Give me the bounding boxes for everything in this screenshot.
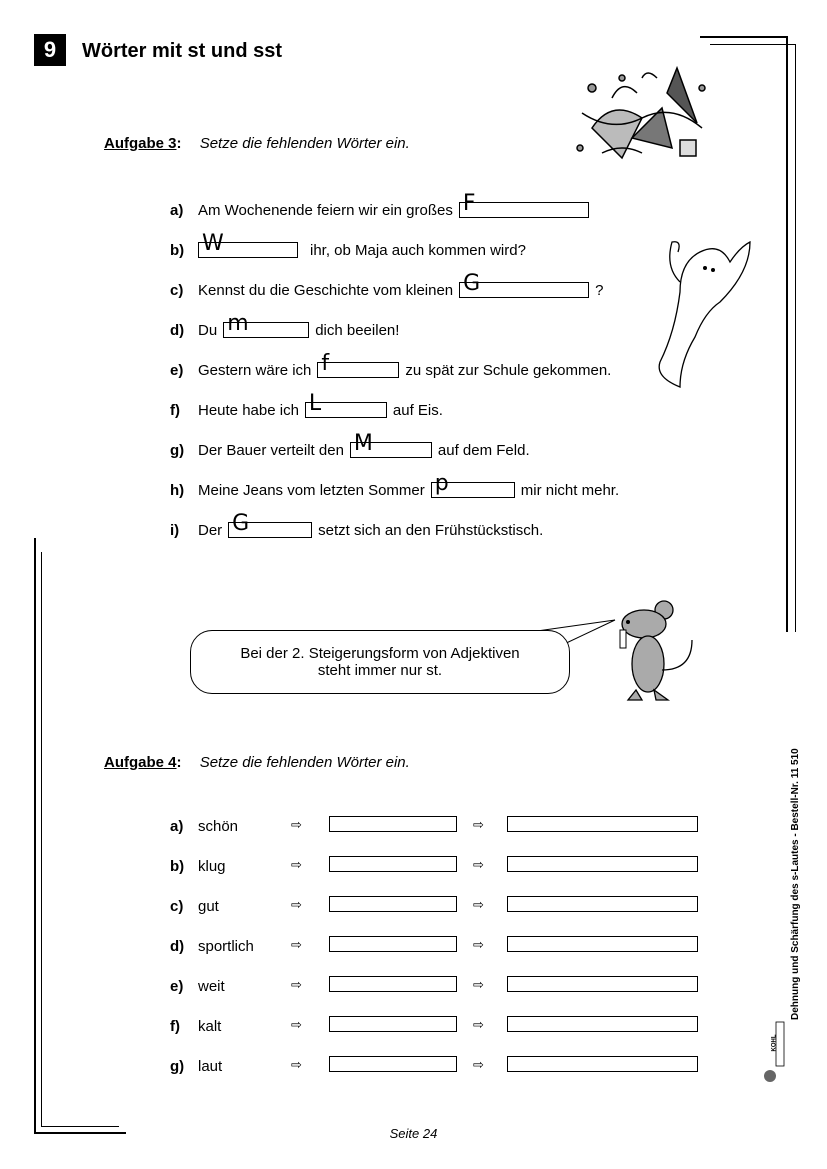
adjective-row-a [170,815,292,837]
arrow-right-icon: ⇨ [473,817,484,832]
sentence-after: zu spät zur Schule gekommen. [405,361,612,379]
comparative-box[interactable] [329,816,457,832]
frame-line-right-inner [795,44,796,632]
arrow-right-icon: ⇨ [291,897,302,912]
item-letter: h) [170,481,185,499]
sentence-before: Der Bauer verteilt den [198,441,344,459]
answer-blank[interactable] [317,351,399,378]
item-letter: e) [170,977,184,995]
mouse-illustration [606,600,702,706]
sentence-row-h [170,471,620,501]
adjective-word: sportlich [198,937,254,955]
arrow-right-icon: ⇨ [473,1057,484,1072]
answer-blank[interactable] [459,271,589,298]
publisher-logo [762,1020,786,1086]
comparative-box[interactable] [329,856,457,872]
party-illustration [572,58,720,168]
adjective-word: schön [198,817,239,835]
task4-heading: Aufgabe 4: Setze die fehlenden Wörter ein. [104,754,410,771]
adjective-row-d [170,935,292,957]
page-title: Wörter mit st und sst [82,40,283,62]
comparative-box[interactable] [329,976,457,992]
adjective-word: weit [198,977,225,995]
superlative-box[interactable] [507,1056,698,1072]
arrow-right-icon: ⇨ [291,1057,302,1072]
item-letter: a) [170,817,184,835]
adjective-word: klug [198,857,226,875]
item-letter: d) [170,321,185,339]
section-number: 9 [34,34,66,66]
hint-letter: G [232,511,250,536]
task3-heading: Aufgabe 3: Setze die fehlenden Wörter ein. [104,135,410,152]
item-letter: c) [170,897,184,915]
bubble-line-1: Bei der 2. Steigerungsform von Adjektiven [240,645,520,662]
item-letter: i) [170,521,180,539]
sentence-before: Kennst du die Geschichte vom kleinen [198,281,454,299]
frame-line-top-inner [710,44,796,45]
sentence-after: auf dem Feld. [437,441,530,459]
sentence-before: Heute habe ich [198,401,299,419]
sentence-row-c [170,271,604,301]
arrow-right-icon: ⇨ [291,817,302,832]
adjective-row-c [170,895,292,917]
answer-blank[interactable] [198,231,298,258]
item-letter: g) [170,441,185,459]
arrow-right-icon: ⇨ [473,897,484,912]
adjective-row-e [170,975,292,997]
sentence-row-f [170,391,443,421]
task3-instruction: Setze die fehlenden Wörter ein. [199,135,410,152]
sentence-before: Der [198,521,223,539]
answer-blank[interactable] [350,431,432,458]
frame-line-right [786,36,788,632]
sentence-after: ? [595,281,604,299]
item-letter: b) [170,241,185,259]
task4-instruction: Setze die fehlenden Wörter ein. [199,754,410,771]
frame-line-left [34,538,36,1134]
sentence-row-e [170,351,612,381]
adjective-row-b [170,855,292,877]
arrow-right-icon: ⇨ [473,937,484,952]
superlative-box[interactable] [507,896,698,912]
comparative-box[interactable] [329,936,457,952]
item-letter: f) [170,1017,180,1035]
sentence-before: Du [198,321,218,339]
arrow-right-icon: ⇨ [291,977,302,992]
hint-letter: f [321,351,330,376]
sentence-row-g [170,431,530,461]
answer-blank[interactable] [305,391,387,418]
hint-letter: F [462,191,476,216]
item-letter: a) [170,201,184,219]
item-letter: d) [170,937,185,955]
arrow-right-icon: ⇨ [473,857,484,872]
sentence-before: Am Wochenende feiern wir ein großes [198,201,453,219]
adjective-word: gut [198,897,219,915]
sentence-after: ihr, ob Maja auch kommen wird? [310,241,526,259]
comparative-box[interactable] [329,1016,457,1032]
hint-letter: p [434,471,449,496]
item-letter: c) [170,281,184,299]
arrow-right-icon: ⇨ [473,1017,484,1032]
answer-blank[interactable] [223,311,309,338]
adjective-row-f [170,1015,292,1037]
hint-letter: m [227,311,249,336]
adjective-word: kalt [198,1017,222,1035]
superlative-box[interactable] [507,856,698,872]
hint-letter: M [353,431,373,456]
sentence-before: Meine Jeans vom letzten Sommer [198,481,425,499]
arrow-right-icon: ⇨ [291,937,302,952]
sentence-row-i [170,511,544,541]
item-letter: e) [170,361,184,379]
superlative-box[interactable] [507,976,698,992]
item-letter: b) [170,857,185,875]
task3-label: Aufgabe 3 [104,135,177,152]
sentence-row-b [170,231,526,261]
superlative-box[interactable] [507,1016,698,1032]
arrow-right-icon: ⇨ [291,1017,302,1032]
item-letter: g) [170,1057,185,1075]
sentence-row-d [170,311,400,341]
comparative-box[interactable] [329,896,457,912]
tip-speech-bubble [190,630,570,694]
sentence-after: auf Eis. [392,401,443,419]
arrow-right-icon: ⇨ [473,977,484,992]
hint-letter: G [463,271,481,296]
task4-label: Aufgabe 4 [104,754,177,771]
superlative-box[interactable] [507,936,698,952]
answer-blank[interactable] [228,511,312,538]
frame-line-left-inner [41,552,42,1126]
side-order-text: Dehnung und Schärfung des s-Lautes - Bestell-Nr. 11 510 [790,748,801,1020]
ghost-illustration [650,232,754,390]
item-letter: f) [170,401,180,419]
page-number: Seite 24 [389,1126,438,1141]
comparative-box[interactable] [329,1056,457,1072]
sentence-after: mir nicht mehr. [520,481,620,499]
bubble-line-2: steht immer nur st. [317,662,443,679]
sentence-after: setzt sich an den Frühstückstisch. [318,521,544,539]
frame-line-top [700,36,788,38]
sentence-row-a [170,191,595,221]
hint-letter: W [202,231,224,256]
adjective-row-g [170,1055,292,1077]
sentence-after: dich beeilen! [315,321,400,339]
arrow-right-icon: ⇨ [291,857,302,872]
answer-blank[interactable] [431,471,515,498]
publisher-name: KOHL [771,1034,778,1052]
hint-letter: L [308,391,322,416]
sentence-before: Gestern wäre ich [198,361,312,379]
superlative-box[interactable] [507,816,698,832]
adjective-word: laut [198,1057,223,1075]
answer-blank[interactable] [459,191,589,218]
